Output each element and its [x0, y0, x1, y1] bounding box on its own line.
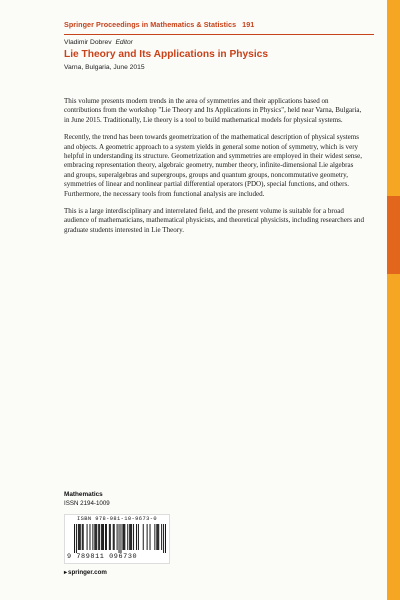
- publisher-link[interactable]: [64, 569, 107, 576]
- barcode-bar: [99, 524, 100, 550]
- barcode-bar: [79, 524, 80, 550]
- editor-name: Vladimir Dobrev: [64, 39, 112, 46]
- classification-block: [64, 491, 110, 507]
- barcode-bar: [158, 524, 159, 550]
- spine-accent-band: [387, 196, 400, 274]
- barcode-bar: [122, 524, 123, 550]
- barcode-bar: [127, 524, 128, 550]
- series-number: 191: [242, 20, 255, 29]
- blurb-paragraph: This is a large interdisciplinary and interrelated field, and the present volume is suitable for a broad audience of mathematicians, mathematical physicists, and theoretical physicists, including researchers and graduate students interested in Lie Theory.: [64, 207, 364, 234]
- blurb-paragraph: Recently, the trend has been towards geometrization of the mathematical description of physical systems and objects. A geometric approach to a system yields in general some notion of symmetry, which is very helpful in understanding its structure. Geometrization and symmetries are employed in their widest sense, embracing representation theory, algebraic geometry, number theory, infinite-dimensional Lie algebras and groups, superalgebras and supergroups, groups and quantum groups, noncommutative geometry, symmetries of linear and nonlinear partial differential operators (PDO), special functions, and others. Furthermore, the necessary tools from functional analysis are included.: [64, 133, 363, 198]
- barcode-bar: [101, 524, 102, 550]
- isbn-barcode: [64, 514, 170, 564]
- barcode-bar: [102, 524, 103, 550]
- spine-color-strip: [387, 0, 400, 600]
- barcode-bar: [82, 524, 83, 550]
- barcode-bar: [80, 524, 81, 550]
- barcode-bar: [74, 524, 75, 553]
- barcode-bar: [98, 524, 99, 550]
- barcode-bar: [161, 524, 162, 550]
- barcode-bar: [76, 524, 77, 553]
- barcode-bar: [114, 524, 115, 550]
- barcode-bar: [157, 524, 158, 550]
- barcode-bar: [138, 524, 139, 550]
- barcode-bar: [150, 524, 151, 550]
- series-name: Springer Proceedings in Mathematics & Statistics: [64, 20, 237, 29]
- barcode-bar: [78, 524, 79, 550]
- barcode-bar: [163, 524, 164, 553]
- barcode-bar: [83, 524, 84, 550]
- barcode-bar: [119, 524, 120, 553]
- barcode-bar: [103, 524, 104, 550]
- barcode-bar: [124, 524, 125, 550]
- barcode-bar: [89, 524, 90, 550]
- barcode-bar: [133, 524, 134, 550]
- barcode-bar: [129, 524, 130, 550]
- barcode-bar: [92, 524, 93, 550]
- barcode-bars: [74, 524, 166, 553]
- cover-header: [64, 20, 374, 71]
- barcode-bar: [105, 524, 106, 550]
- header-rule: [64, 34, 374, 35]
- barcode-bar: [120, 524, 121, 553]
- barcode-bar: [94, 524, 95, 550]
- barcode-bar: [130, 524, 131, 550]
- editor-line: [64, 39, 374, 46]
- blurb-paragraph: This volume presents modern trends in the area of symmetries and their applications based on contributions from the workshop "Lie Theory and Its Applications in Physics", held near Varna, Bulgaria, in June 2015. Traditionally, Lie theory is a tool to build mathematical models for physical systems.: [64, 97, 362, 124]
- barcode-bar: [109, 524, 110, 550]
- conference-venue: Varna, Bulgaria, June 2015: [64, 64, 145, 71]
- blurb-text: [64, 97, 364, 243]
- subject-label: Mathematics: [64, 491, 103, 498]
- isbn-label: ISBN 978-981-10-9673-0: [77, 516, 157, 522]
- barcode-bar: [154, 524, 155, 550]
- barcode-bar: [96, 524, 97, 550]
- barcode-bar: [147, 524, 148, 550]
- barcode-bar: [95, 524, 96, 550]
- barcode-bar: [156, 524, 157, 550]
- series-line: [64, 20, 374, 29]
- book-title: Lie Theory and Its Applications in Physics: [64, 49, 268, 60]
- editor-role: Editor: [115, 39, 133, 46]
- barcode-bar: [165, 524, 166, 553]
- arrow-right-icon: ▸: [64, 570, 68, 576]
- barcode-bar: [123, 524, 124, 550]
- barcode-bar: [143, 524, 144, 550]
- barcode-bar: [136, 524, 137, 550]
- barcode-bar: [131, 524, 132, 550]
- publisher-link-label: springer.com: [68, 569, 107, 576]
- barcode-digits: 9 789811 096730: [67, 553, 138, 561]
- issn-label: ISSN 2194-1009: [64, 500, 110, 507]
- barcode-bar: [106, 524, 107, 550]
- barcode-bar: [110, 524, 111, 550]
- barcode-bar: [113, 524, 114, 550]
- barcode-bar: [117, 524, 118, 550]
- barcode-bar: [87, 524, 88, 550]
